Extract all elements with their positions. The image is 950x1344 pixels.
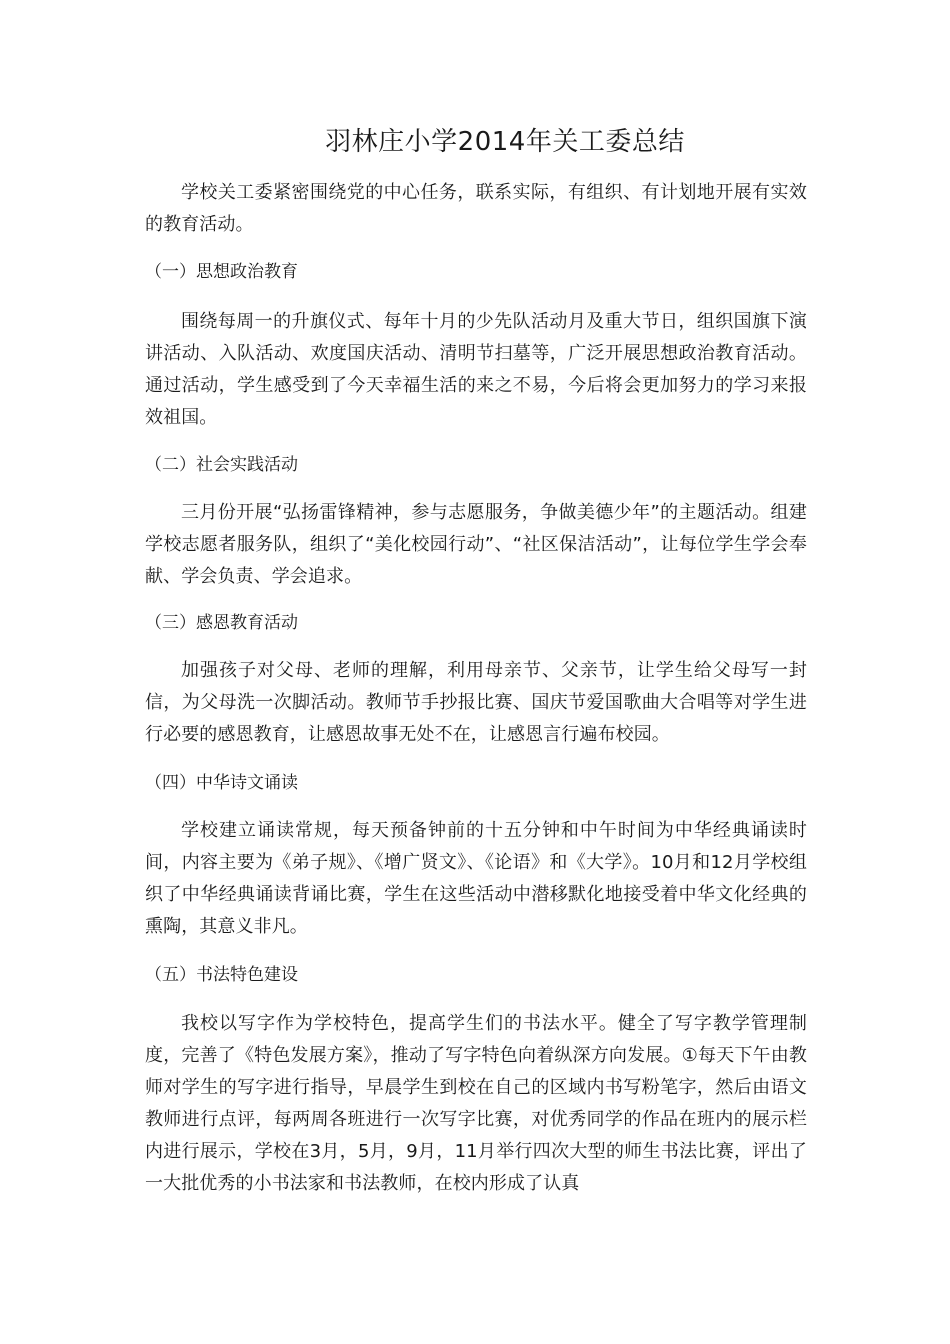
- section-heading-5: （五）书法特色建设: [145, 965, 298, 985]
- intro-paragraph: 学校关工委紧密围绕党的中心任务，联系实际，有组织、有计划地开展有实效的教育活动。: [145, 182, 807, 235]
- section-body-4: 学校建立诵读常规，每天预备钟前的十五分钟和中午时间为中华经典诵读时间，内容主要为《弟子规》、《增广贤文》、《论语》和《大学》。10月和12月学校组织了中华经典诵读背诵比赛，学生在这些活动中潜移默化地接受着中华文化经典的熏陶，其意义非凡。: [145, 820, 807, 937]
- section-heading-2: （二）社会实践活动: [145, 455, 298, 475]
- section-body-3: 加强孩子对父母、老师的理解，利用母亲节、父亲节，让学生给父母写一封信，为父母洗一次脚活动。教师节手抄报比赛、国庆节爱国歌曲大合唱等对学生进行必要的感恩教育，让感恩故事无处不在，让感恩言行遍布校园。: [145, 660, 807, 745]
- section-heading-4: （四）中华诗文诵读: [145, 773, 298, 793]
- section-heading-3: （三）感恩教育活动: [145, 613, 298, 633]
- section-body-1: 围绕每周一的升旗仪式、每年十月的少先队活动月及重大节日，组织国旗下演讲活动、入队活动、欢度国庆活动、清明节扫墓等，广泛开展思想政治教育活动。通过活动，学生感受到了今天幸福生活的来之不易，今后将会更加努力的学习来报效祖国。: [145, 311, 807, 428]
- section-heading-1: （一）思想政治教育: [145, 262, 298, 282]
- document-title: 羽林庄小学2014年关工委总结: [325, 127, 685, 157]
- section-body-2: 三月份开展“弘扬雷锋精神，参与志愿服务，争做美德少年”的主题活动。组建学校志愿者服务队，组织了“美化校园行动”、“社区保洁活动”，让每位学生学会奉献、学会负责、学会追求。: [145, 502, 807, 587]
- section-body-5: 我校以写字作为学校特色，提高学生们的书法水平。健全了写字教学管理制度，完善了《特色发展方案》，推动了写字特色向着纵深方向发展。①每天下午由教师对学生的写字进行指导，早晨学生到校在自己的区域内书写粉笔字，然后由语文教师进行点评，每两周各班进行一次写字比赛，对优秀同学的作品在班内的展示栏内进行展示，学校在3月，5月，9月，11月举行四次大型的师生书法比赛，评出了一大批优秀的小书法家和书法教师，在校内形成了认真: [145, 1013, 807, 1194]
